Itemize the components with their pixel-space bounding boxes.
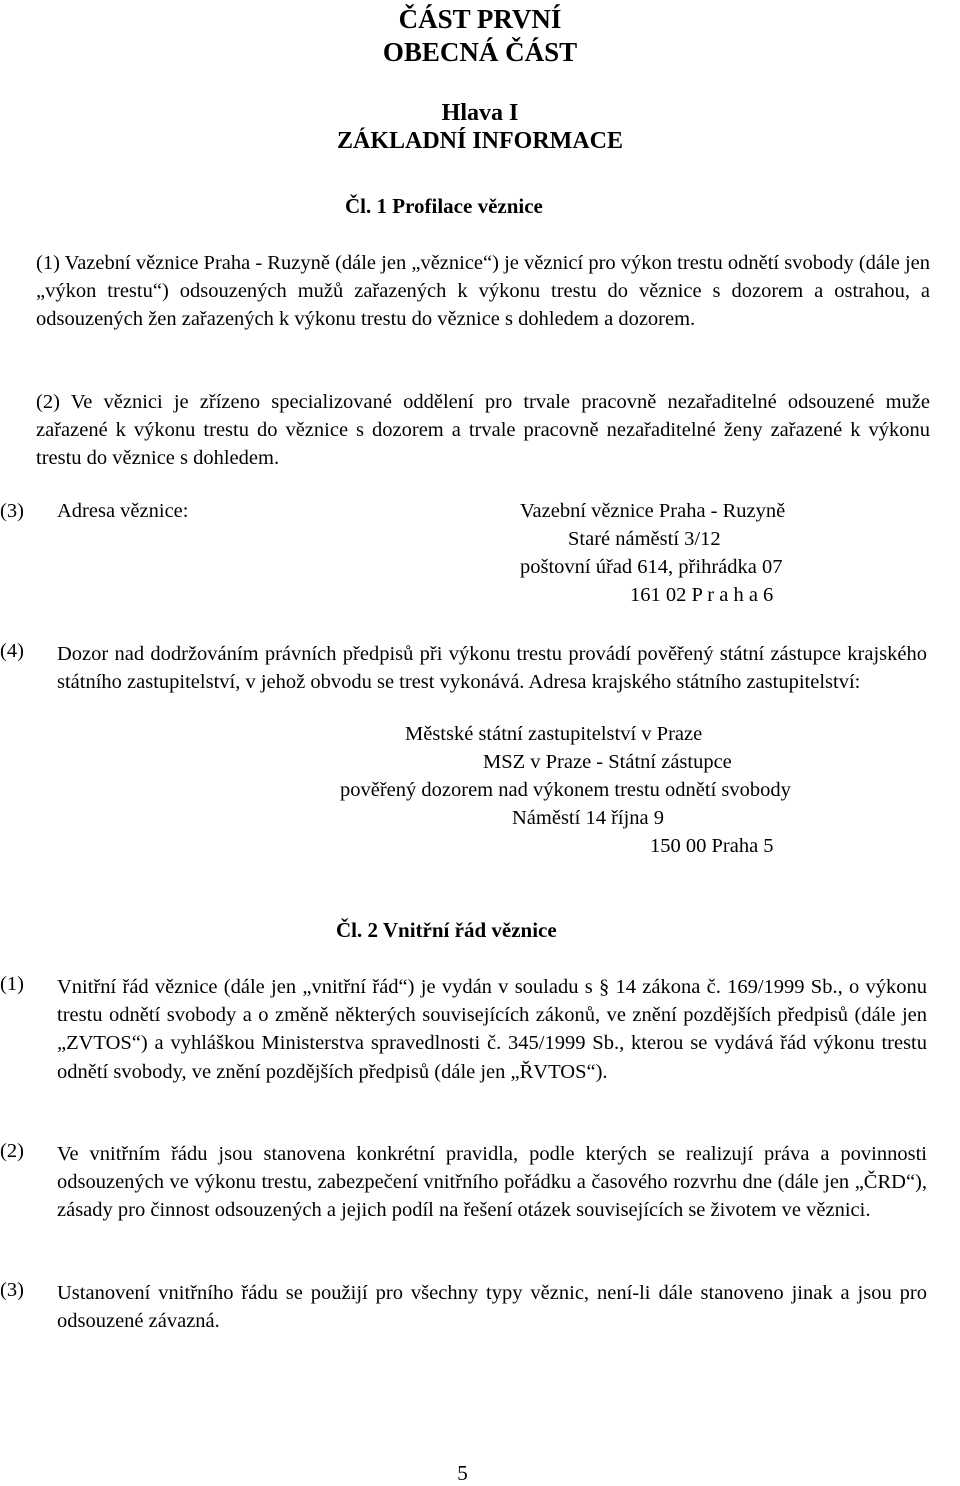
prosecutor-line-5: 150 00 Praha 5 xyxy=(650,835,774,857)
part-subheading: OBECNÁ ČÁST xyxy=(382,37,578,67)
address-line-1: Vazební věznice Praha - Ruzyně xyxy=(520,500,786,522)
article-2-paragraph-2-number: (2) xyxy=(0,1140,24,1162)
address-line-3: poštovní úřad 614, přihrádka 07 xyxy=(520,556,783,578)
article-1-paragraph-3-number: (3) xyxy=(0,500,24,522)
article-1-paragraph-2: (2) Ve věznici je zřízeno specializované oddělení pro trvale pracovně nezařaditelné odsouzené muže zařazené k výkonu trestu do věznice s dozorem a trvale pracovně nezařaditelné ženy zařazené k výkonu trestu do věznice s dohledem. xyxy=(36,391,930,470)
chapter-heading: Hlava I xyxy=(441,100,519,126)
chapter-subheading: ZÁKLADNÍ INFORMACE xyxy=(336,128,623,154)
address-label: Adresa věznice: xyxy=(57,500,189,522)
prosecutor-line-1: Městské státní zastupitelství v Praze xyxy=(405,723,703,745)
article-2-title: Čl. 2 Vnitřní řád věznice xyxy=(336,918,557,942)
article-1-title: Čl. 1 Profilace věznice xyxy=(345,194,543,218)
article-2-paragraph-3: Ustanovení vnitřního řádu se použijí pro všechny typy věznic, není-li dále stanoveno jinak a jsou pro odsouzené závazná. xyxy=(57,1282,927,1333)
address-line-2: Staré náměstí 3/12 xyxy=(568,528,721,550)
prosecutor-line-3: pověřený dozorem nad výkonem trestu odnětí svobody xyxy=(340,779,791,801)
article-2-paragraph-3-number: (3) xyxy=(0,1279,24,1301)
address-line-4: 161 02 P r a h a 6 xyxy=(630,584,774,606)
article-1-paragraph-4-number: (4) xyxy=(0,640,24,662)
prosecutor-line-2: MSZ v Praze - Státní zástupce xyxy=(483,751,732,773)
article-2-paragraph-1: Vnitřní řád věznice (dále jen „vnitřní řád“) je vydán v souladu s § 14 zákona č. 169/1999 Sb., o výkonu trestu odnětí svobody a o změně některých souvisejících zákonů, ve znění pozdějších předpisů (dále jen „ZVTOS“) a vyhláškou Ministerstva spravedlnosti č. 345/1999 Sb., kterou se vydává řád výkonu trestu odnětí svobody, ve znění pozdějších předpisů (dále jen „ŘVTOS“). xyxy=(57,976,927,1083)
article-1-paragraph-4: Dozor nad dodržováním právních předpisů při výkonu trestu provádí pověřený státní zástupce krajského státního zastupitelství, v jehož obvodu se trest vykonává. Adresa krajského státního zastupitelství: xyxy=(57,643,927,694)
article-1-paragraph-1: (1) Vazební věznice Praha - Ruzyně (dále jen „věznice“) je věznicí pro výkon trestu odnětí svobody (dále jen „výkon trestu“) odsouzených mužů zařazených k výkonu trestu do věznice s dozorem a ostrahou, a odsouzených žen zařazených k výkonu trestu do věznice s dohledem a dozorem. xyxy=(36,252,930,331)
article-2-paragraph-2: Ve vnitřním řádu jsou stanovena konkrétní pravidla, podle kterých se realizují práva a povinnosti odsouzených ve výkonu trestu, zabezpečení vnitřního pořádku a časového rozvrhu dne (dále jen „ČRD“), zásady pro činnost odsouzených a jejich podíl na řešení otázek souvisejících se životem ve věznici. xyxy=(57,1143,927,1222)
article-2-paragraph-1-number: (1) xyxy=(0,973,24,995)
prosecutor-line-4: Náměstí 14 října 9 xyxy=(512,807,665,829)
page-number: 5 xyxy=(457,1461,468,1485)
part-heading: ČÁST PRVNÍ xyxy=(398,4,562,34)
